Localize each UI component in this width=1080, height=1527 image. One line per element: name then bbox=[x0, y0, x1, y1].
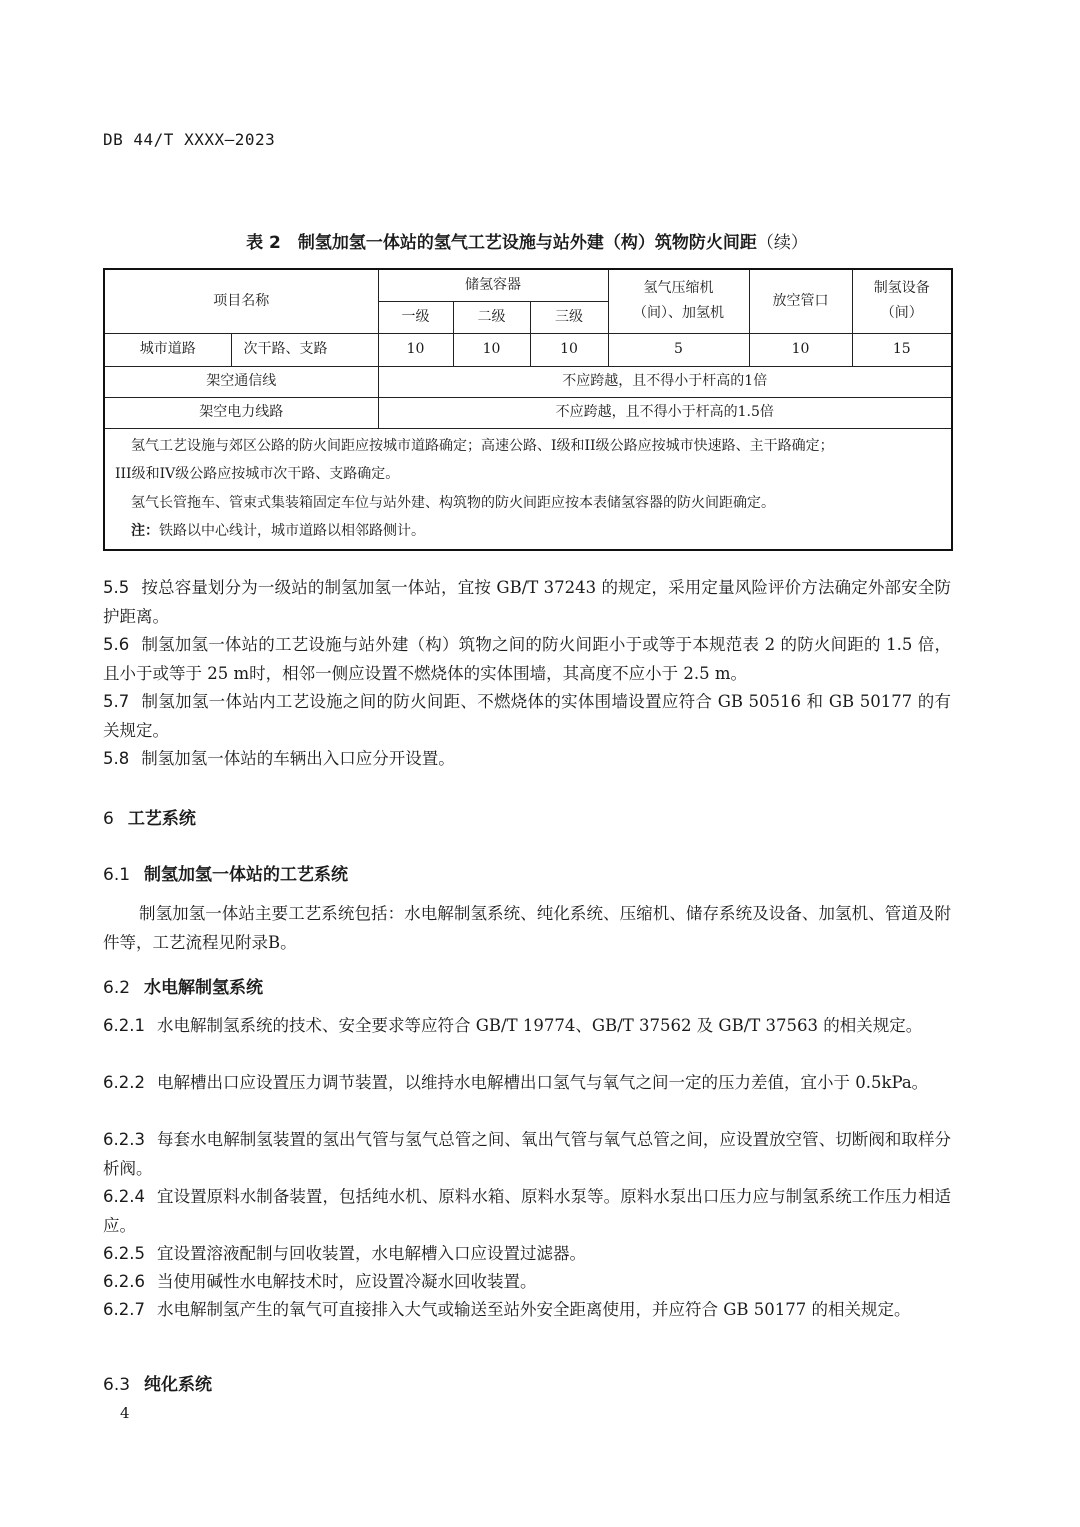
header-compressor-line1: 氢气压缩机 bbox=[643, 280, 714, 297]
section-6-1-paragraph: 制氢加氢一体站主要工艺系统包括：水电解制氢系统、纯化系统、压缩机、储存系统及设备、加氢机、管道及附件等，工艺流程见附录B。 bbox=[103, 904, 951, 952]
header-level2: 二级 bbox=[453, 301, 530, 333]
header-compressor bbox=[608, 269, 749, 333]
note-label: 注： bbox=[131, 523, 159, 539]
fire-distance-table bbox=[103, 268, 953, 551]
clause-text: 制氢加氢一体站的车辆出入口应分开设置。 bbox=[141, 749, 455, 768]
table-row bbox=[104, 397, 952, 428]
clause-text: 制氢加氢一体站的工艺设施与站外建（构）筑物之间的防火间距小于或等于本规范表 2 的防火间距的 1.5 倍，且小于或等于 25 m时，相邻一侧应设置不燃烧体的实体围墙，其高度不应小于 2.5 m。 bbox=[103, 635, 951, 683]
cell-level1: 10 bbox=[378, 333, 453, 366]
table-notes-row bbox=[104, 428, 952, 550]
header-storage: 储氢容器 bbox=[378, 269, 608, 301]
clause-number: 6.2.6 bbox=[103, 1272, 145, 1291]
clause-text: 制氢加氢一体站内工艺设施之间的防火间距、不燃烧体的实体围墙设置应符合 GB 50516 和 GB 50177 的有关规定。 bbox=[103, 692, 951, 740]
document-code: DB 44/T XXXX—2023 bbox=[103, 130, 276, 149]
section-number: 6 bbox=[103, 809, 114, 829]
section-6-heading bbox=[103, 804, 196, 829]
clause-text: 宜设置溶液配制与回收装置，水电解槽入口应设置过滤器。 bbox=[156, 1244, 586, 1263]
clause-text: 每套水电解制氢装置的氢出气管与氢气总管之间、氧出气管与氧气总管之间，应设置放空管、切断阀和取样分析阀。 bbox=[103, 1130, 951, 1178]
section-6-2-heading bbox=[103, 973, 263, 998]
clause-6-2-1 bbox=[103, 1012, 951, 1041]
section-6-1-heading bbox=[103, 860, 348, 885]
clause-number: 6.2.5 bbox=[103, 1244, 145, 1263]
page-number: 4 bbox=[120, 1404, 130, 1422]
header-level1: 一级 bbox=[378, 301, 453, 333]
clause-number: 6.2.7 bbox=[103, 1300, 145, 1319]
header-compressor-line2: （间）、加氢机 bbox=[633, 305, 724, 322]
note-text: 铁路以中心线计，城市道路以相邻路侧计。 bbox=[159, 523, 425, 539]
clause-text: 当使用碱性水电解技术时，应设置冷凝水回收装置。 bbox=[156, 1272, 537, 1291]
note-paragraph-1b: III级和IV级公路应按城市次干路、支路确定。 bbox=[115, 466, 400, 482]
section-title: 纯化系统 bbox=[144, 1375, 213, 1395]
table-caption-continued: （续） bbox=[756, 233, 808, 253]
clause-number: 6.2.1 bbox=[103, 1016, 145, 1035]
section-title: 制氢加氢一体站的工艺系统 bbox=[144, 865, 349, 885]
section-number: 6.2 bbox=[103, 978, 131, 998]
table-row bbox=[104, 333, 952, 366]
header-equipment bbox=[852, 269, 952, 333]
clause-6-2-7 bbox=[103, 1296, 951, 1325]
row-merged-value: 不应跨越，且不得小于杆高的1.5倍 bbox=[378, 397, 952, 428]
row-category: 城市道路 bbox=[104, 333, 231, 366]
clause-text: 宜设置原料水制备装置，包括纯水机、原料水箱、原料水泵等。原料水泵出口压力应与制氢系统工作压力相适应。 bbox=[103, 1187, 951, 1235]
note-paragraph-1a: 氢气工艺设施与郊区公路的防火间距应按城市道路确定；高速公路、I级和II级公路应按城市快速路、主干路确定； bbox=[131, 437, 834, 454]
cell-level2: 10 bbox=[453, 333, 530, 366]
header-equipment-line2: （间） bbox=[880, 305, 923, 322]
clause-number: 6.2.4 bbox=[103, 1187, 145, 1206]
section-number: 6.3 bbox=[103, 1375, 131, 1395]
table-row bbox=[104, 366, 952, 397]
clause-text: 按总容量划分为一级站的制氢加氢一体站，宜按 GB/T 37243 的规定，采用定量风险评价方法确定外部安全防护距离。 bbox=[103, 578, 951, 626]
clause-5-6 bbox=[103, 631, 951, 688]
clause-6-2-4 bbox=[103, 1183, 951, 1240]
header-level3: 三级 bbox=[530, 301, 608, 333]
clause-text: 电解槽出口应设置压力调节装置，以维持水电解槽出口氢气与氧气之间一定的压力差值，宜小于 0.5kPa。 bbox=[156, 1073, 929, 1092]
cell-vent: 10 bbox=[749, 333, 852, 366]
clause-6-2-3 bbox=[103, 1126, 951, 1183]
clause-5-7 bbox=[103, 688, 951, 745]
table-caption bbox=[103, 228, 951, 253]
row-label: 架空电力线路 bbox=[104, 397, 378, 428]
clause-6-2-5 bbox=[103, 1240, 951, 1269]
cell-compressor: 5 bbox=[608, 333, 749, 366]
header-item-name: 项目名称 bbox=[104, 269, 378, 333]
note-paragraph-2: 氢气长管拖车、管束式集装箱固定车位与站外建、构筑物的防火间距应按本表储氢容器的防火间距确定。 bbox=[131, 494, 775, 511]
row-merged-value: 不应跨越，且不得小于杆高的1倍 bbox=[378, 366, 952, 397]
section-number: 6.1 bbox=[103, 865, 131, 885]
clause-5-5 bbox=[103, 574, 951, 631]
clause-text: 水电解制氢产生的氧气可直接排入大气或输送至站外安全距离使用，并应符合 GB 50177 的相关规定。 bbox=[156, 1300, 911, 1319]
cell-level3: 10 bbox=[530, 333, 608, 366]
clause-number: 5.7 bbox=[103, 692, 130, 711]
clause-6-2-2 bbox=[103, 1069, 951, 1098]
cell-equipment: 15 bbox=[852, 333, 952, 366]
clause-number: 5.8 bbox=[103, 749, 130, 768]
clause-number: 5.6 bbox=[103, 635, 130, 654]
clause-number: 6.2.3 bbox=[103, 1130, 145, 1149]
section-title: 工艺系统 bbox=[127, 809, 196, 829]
clause-number: 6.2.2 bbox=[103, 1073, 145, 1092]
row-label: 架空通信线 bbox=[104, 366, 378, 397]
clause-text: 水电解制氢系统的技术、安全要求等应符合 GB/T 19774、GB/T 37562 及 GB/T 37563 的相关规定。 bbox=[156, 1016, 923, 1035]
row-subcategory: 次干路、支路 bbox=[231, 333, 378, 366]
note-paragraph-3 bbox=[131, 517, 943, 546]
clause-6-2-6 bbox=[103, 1268, 951, 1297]
section-title: 水电解制氢系统 bbox=[144, 978, 264, 998]
header-equipment-line1: 制氢设备 bbox=[873, 280, 930, 297]
section-6-3-heading bbox=[103, 1370, 212, 1395]
header-vent: 放空管口 bbox=[749, 269, 852, 333]
table-notes bbox=[104, 428, 952, 550]
table-caption-title: 表 2 制氢加氢一体站的氢气工艺设施与站外建（构）筑物防火间距 bbox=[246, 233, 757, 253]
clause-number: 5.5 bbox=[103, 578, 130, 597]
clause-5-8 bbox=[103, 745, 951, 774]
